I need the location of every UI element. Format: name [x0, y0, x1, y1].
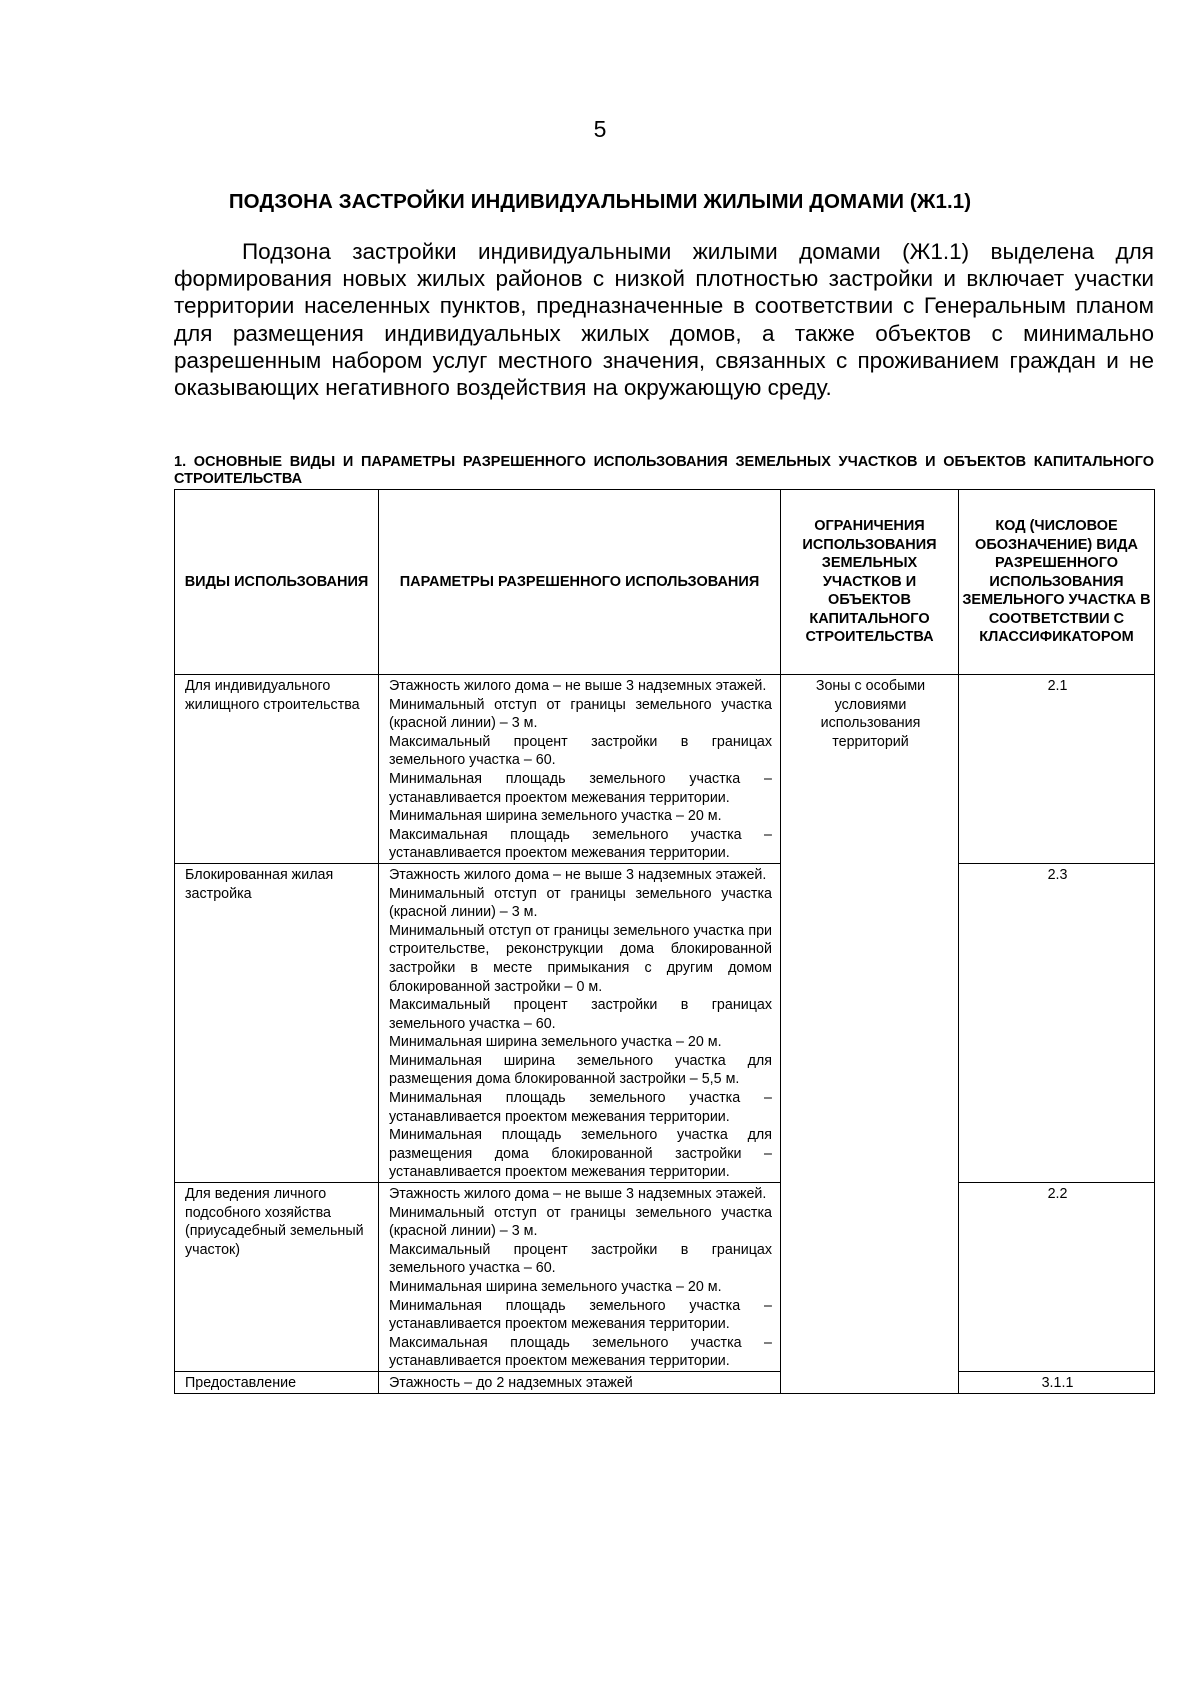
parameter-line: Максимальный процент застройки в границах земельного участка – 60.	[389, 1241, 772, 1277]
header-parameters: ПАРАМЕТРЫ РАЗРЕШЕННОГО ИСПОЛЬЗОВАНИЯ	[379, 490, 781, 675]
header-restrictions: ОГРАНИЧЕНИЯ ИСПОЛЬЗОВАНИЯ ЗЕМЕЛЬНЫХ УЧАСТКОВ И ОБЪЕКТОВ КАПИТАЛЬНОГО СТРОИТЕЛЬСТВА	[781, 490, 959, 675]
parameter-line: Минимальная площадь земельного участка для размещения дома блокированной застройки – устанавливается проектом межевания территории.	[389, 1127, 772, 1181]
table-header-row	[175, 490, 1155, 675]
classifier-code-cell: 2.2	[959, 1183, 1155, 1372]
section-title: 1. ОСНОВНЫЕ ВИДЫ И ПАРАМЕТРЫ РАЗРЕШЕННОГО ИСПОЛЬЗОВАНИЯ ЗЕМЕЛЬНЫХ УЧАСТКОВ И ОБЪЕКТОВ КАПИТАЛЬНОГО СТРОИТЕЛЬСТВА	[174, 454, 1154, 487]
use-type-cell: Предоставление	[175, 1371, 379, 1393]
classifier-code-cell: 3.1.1	[959, 1371, 1155, 1393]
intro-paragraph: Подзона застройки индивидуальными жилыми домами (Ж1.1) выделена для формирования новых жилых районов с низкой плотностью застройки и включает участки территории населенных пунктов, предназначенные в соответствии с Генеральным планом для размещения индивидуальных жилых домов, а также объектов с минимально разрешенным набором услуг местного значения, связанных с проживанием граждан и не оказывающих негативного воздействия на окружающую среду.	[174, 239, 1154, 401]
zone-heading: ПОДЗОНА ЗАСТРОЙКИ ИНДИВИДУАЛЬНЫМИ ЖИЛЫМИ ДОМАМИ (Ж1.1)	[228, 190, 972, 213]
parameter-line: Этажность жилого дома – не выше 3 надземных этажей.	[389, 866, 767, 883]
parameter-line: Минимальная ширина земельного участка – 20 м.	[389, 1279, 722, 1295]
header-classifier-code: КОД (ЧИСЛОВОЕ ОБОЗНАЧЕНИЕ) ВИДА РАЗРЕШЕННОГО ИСПОЛЬЗОВАНИЯ ЗЕМЕЛЬНОГО УЧАСТКА В СООТВЕТСТВИИ С КЛАССИФИКАТОРОМ	[959, 490, 1155, 675]
parameter-line: Минимальный отступ от границы земельного участка (красной линии) – 3 м.	[389, 1204, 772, 1240]
parameter-line: Минимальная ширина земельного участка – 20 м.	[389, 1034, 722, 1051]
use-type-cell: Блокированная жилая застройка	[175, 863, 379, 1182]
parameter-line: Максимальная площадь земельного участка – устанавливается проектом межевания территории.	[389, 1334, 772, 1370]
table-row	[175, 675, 1155, 864]
permitted-use-table	[174, 489, 1155, 1394]
parameter-line: Минимальная площадь земельного участка – устанавливается проектом межевания территории.	[389, 1090, 772, 1125]
parameter-line: Минимальный отступ от границы земельного участка (красной линии) – 3 м.	[389, 885, 772, 921]
page-number: 5	[593, 116, 607, 142]
parameter-line: Минимальная ширина земельного участка для размещения дома блокированной застройки – 5,5 м.	[389, 1052, 772, 1088]
parameter-line: Этажность – до 2 надземных этажей	[389, 1374, 633, 1391]
classifier-code-cell: 2.1	[959, 675, 1155, 864]
use-type-cell: Для индивидуального жилищного строительства	[175, 675, 379, 864]
parameter-line: Максимальная площадь земельного участка – устанавливается проектом межевания территории.	[389, 826, 772, 862]
header-use-type: ВИДЫ ИСПОЛЬЗОВАНИЯ	[175, 490, 379, 675]
parameter-line: Минимальный отступ от границы земельного участка (красной линии) – 3 м.	[389, 696, 772, 732]
parameter-line: Этажность жилого дома – не выше 3 надземных этажей.	[389, 678, 767, 694]
table-row	[175, 1371, 1155, 1393]
parameter-line: Максимальный процент застройки в границах земельного участка – 60.	[389, 997, 772, 1032]
classifier-code-cell: 2.3	[959, 863, 1155, 1182]
parameter-line: Минимальная площадь земельного участка – устанавливается проектом межевания территории.	[389, 1297, 772, 1333]
parameter-line: Минимальная ширина земельного участка – 20 м.	[389, 808, 722, 825]
table-row	[175, 863, 1155, 1182]
parameters-cell	[379, 1183, 781, 1372]
parameters-cell	[379, 675, 781, 864]
parameters-cell	[379, 1371, 781, 1393]
table-row	[175, 1183, 1155, 1372]
parameter-line: Этажность жилого дома – не выше 3 надземных этажей.	[389, 1186, 767, 1203]
use-type-cell: Для ведения личного подсобного хозяйства (приусадебный земельный участок)	[175, 1183, 379, 1372]
parameters-cell	[379, 863, 781, 1182]
restrictions-cell: Зоны с особыми условиями использования территорий	[781, 675, 959, 1394]
parameter-line: Минимальный отступ от границы земельного участка при строительстве, реконструкции дома блокированной застройки в месте примыкания с другим домом блокированной застройки – 0 м.	[389, 922, 772, 995]
parameter-line: Максимальный процент застройки в границах земельного участка – 60.	[389, 733, 772, 769]
parameter-line: Минимальная площадь земельного участка – устанавливается проектом межевания территории.	[389, 770, 772, 806]
